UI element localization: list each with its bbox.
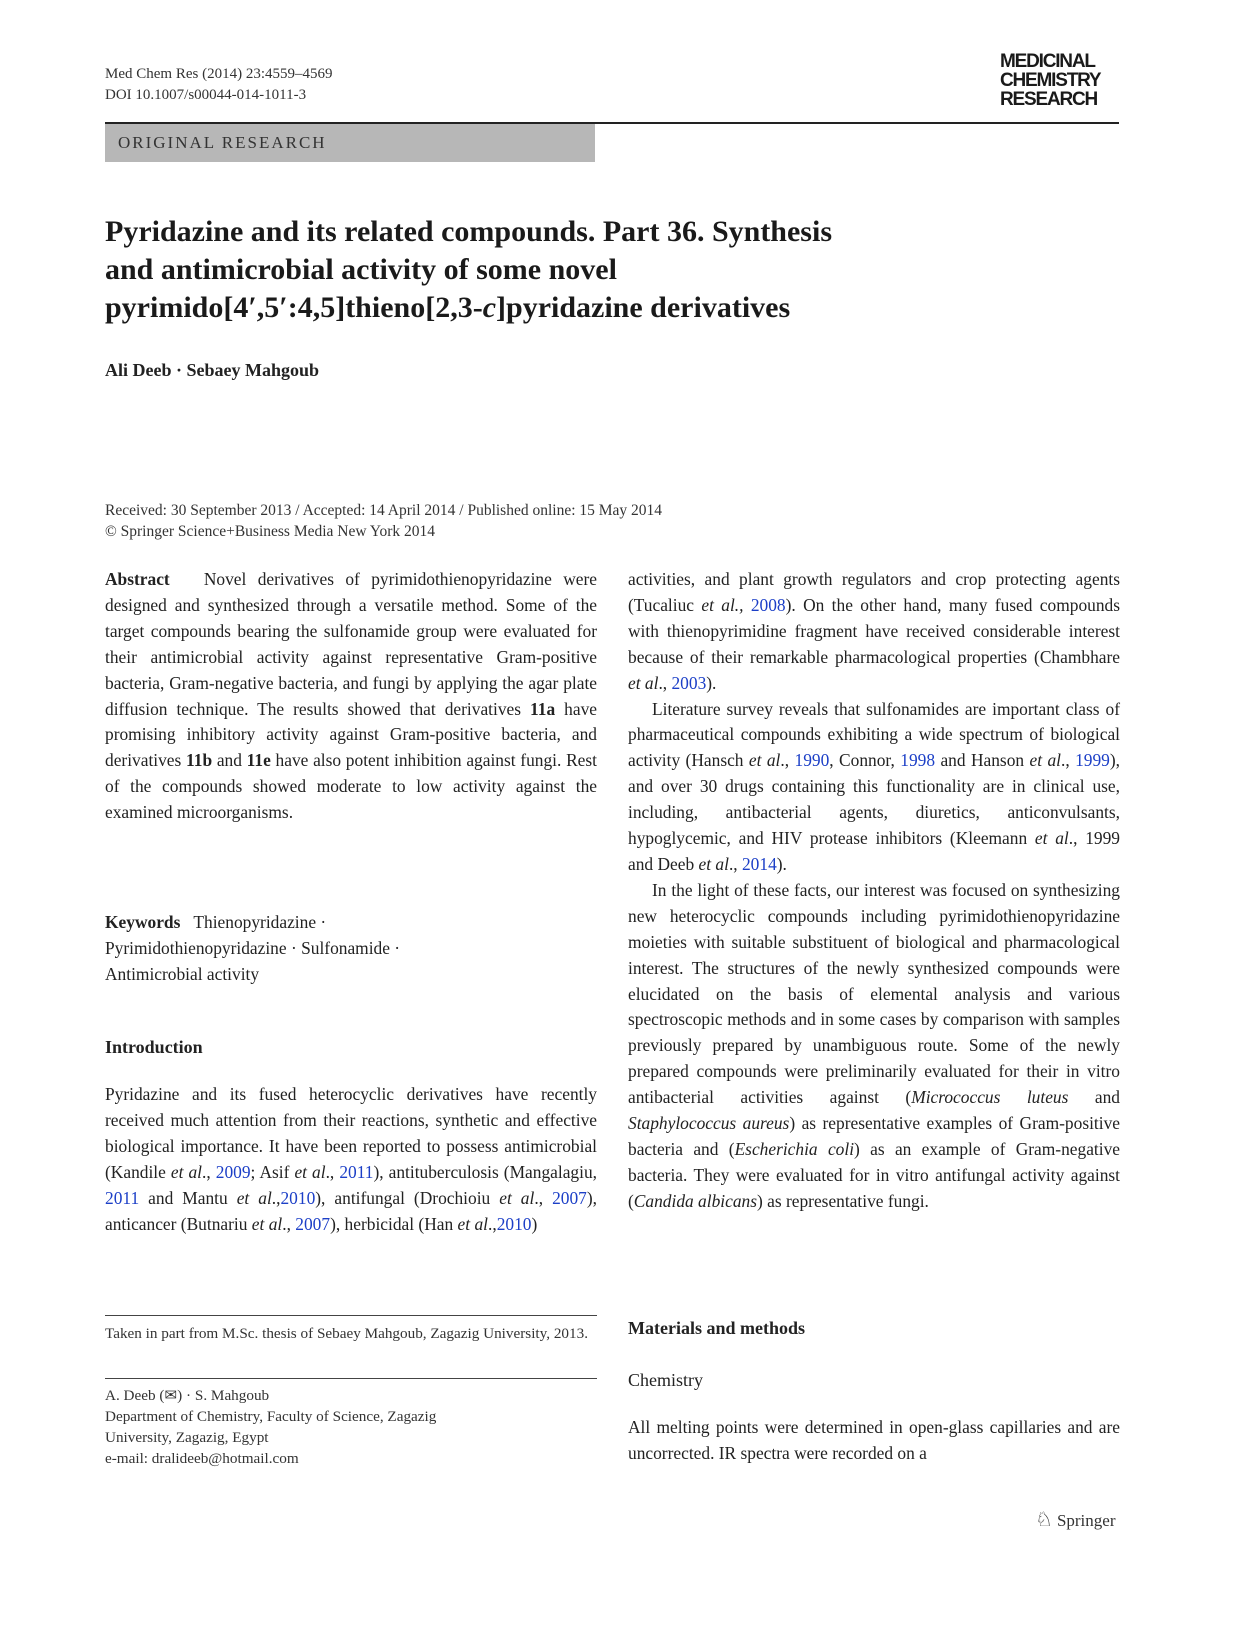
introduction-heading: Introduction — [105, 1037, 203, 1057]
copyright: © Springer Science+Business Media New York 2014 — [105, 523, 436, 540]
citation-link[interactable]: 2007 — [552, 1187, 587, 1208]
history-dates: Received: 30 September 2013 / Accepted: 14 April 2014 / Published online: 15 May 2014 — [105, 502, 663, 519]
affiliation — [105, 1385, 597, 1469]
doi-line: DOI 10.1007/s00044-014-1011-3 — [105, 87, 307, 103]
title-line-3: pyrimido[4′,5′:4,5]thieno[2,3-c]pyridazine derivatives — [105, 291, 791, 324]
citation-link[interactable]: 2010 — [280, 1187, 316, 1208]
footnote-rule — [105, 1315, 597, 1316]
journal-citation — [105, 64, 332, 106]
logo-line-1: MEDICINAL — [1000, 51, 1095, 72]
citation-link[interactable]: 2008 — [750, 594, 786, 615]
citation-link[interactable]: 2011 — [105, 1187, 140, 1208]
section-band: ORIGINAL RESEARCH — [105, 124, 595, 162]
methods-text: All melting points were determined in open-glass capillaries and are uncorrected. IR spectra were recorded on a — [628, 1417, 1120, 1463]
affiliation-university: University, Zagazig, Egypt — [105, 1429, 269, 1446]
citation-link[interactable]: 2010 — [496, 1213, 532, 1234]
logo-line-3: RESEARCH — [1000, 89, 1098, 110]
methods-heading: Materials and methods — [628, 1318, 805, 1338]
title-line-2: and antimicrobial activity of some novel — [105, 253, 617, 286]
citation-link[interactable]: 2011 — [339, 1161, 374, 1182]
title-line-1: Pyridazine and its related compounds. Part 36. Synthesis — [105, 215, 832, 248]
citation-link[interactable]: 1990 — [794, 750, 830, 771]
citation-link[interactable]: 2003 — [671, 672, 707, 693]
keywords-label: Keywords — [105, 912, 181, 932]
affiliation-department: Department of Chemistry, Faculty of Science, Zagazig — [105, 1408, 437, 1425]
authors: Ali Deeb · Sebaey Mahgoub — [105, 360, 320, 380]
corresponding-email: e-mail: dralideeb@hotmail.com — [105, 1450, 299, 1467]
journal-logo — [1000, 52, 1120, 109]
abstract-label: Abstract — [105, 569, 170, 589]
citation-link[interactable]: 2007 — [295, 1213, 331, 1234]
citation-link[interactable]: 2009 — [215, 1161, 251, 1182]
citation-link[interactable]: 2014 — [741, 853, 777, 874]
thesis-footnote: Taken in part from M.Sc. thesis of Sebaey Mahgoub, Zagazig University, 2013. — [105, 1325, 589, 1342]
citation-link[interactable]: 1999 — [1075, 750, 1110, 771]
keywords: Keywords Thienopyridazine · Pyrimidothienopyridazine · Sulfonamide · Antimicrobial activity — [105, 912, 401, 984]
abstract: Abstract Novel derivatives of pyrimidothienopyridazine were designed and synthesized through a versatile method. Some of the target compounds bearing the sulfonamide group were evaluated for their antimicrobial activity against representative Gram-positive bacteria, Gram-negative bacteria, and fungi by applying the agar plate diffusion technique. The results showed that derivatives 11a have promising inhibitory activity against Gram-positive bacteria, and derivatives 11b and 11e have also potent inhibition against fungi. Rest of the compounds showed moderate to low activity against the examined microorganisms. — [105, 569, 597, 823]
article-title — [105, 213, 965, 327]
publisher-name: Springer — [1056, 1511, 1116, 1530]
chemistry-subheading: Chemistry — [628, 1370, 703, 1390]
journal-volume-line: Med Chem Res (2014) 23:4559–4569 — [105, 66, 333, 82]
affiliation-rule — [105, 1378, 597, 1379]
citation-link[interactable]: 1998 — [900, 750, 936, 771]
publisher-logo — [1035, 1507, 1115, 1532]
article-dates — [105, 500, 662, 542]
introduction-text: Pyridazine and its fused heterocyclic derivatives have recently received much attention from their reactions, synthetic and effective biological importance. It have been reported to possess antimicrobial (Kandile et al., 2009; Asif et al., 2011), antituberculosis (Mangalagiu, 2011 and Mantu et al.,2010), antifungal (Drochioiu et al., 2007), anticancer (Butnariu et al., 2007), herbicidal (Han et al.,2010) — [105, 1084, 597, 1234]
affiliation-authors: A. Deeb (✉) · S. Mahgoub — [105, 1387, 270, 1404]
logo-line-2: CHEMISTRY — [1000, 70, 1101, 91]
right-column-text: activities, and plant growth regulators and crop protecting agents (Tucaliuc et al., 2008). On the other hand, many fused compounds with thienopyrimidine fragment have received considerable interest because of their remarkable pharmacological properties (Chambhare et al., 2003). Literature survey reveals that sulfonamides are important class of pharmaceutical compounds exhibiting a wide spectrum of biological activity (Hansch et al., 1990, Connor, 1998 and Hanson et al., 1999), and over 30 drugs containing this functionality are in clinical use, including, antibacterial agents, diuretics, anticonvulsants, hypoglycemic, and HIV protease inhibitors (Kleemann et al., 1999 and Deeb et al., 2014). In the light of these facts, our interest was focused on synthesizing new heterocyclic compounds including pyrimidothienopyridazine moieties with suitable substituent of biological and pharmacological interest. The structures of the newly synthesized compounds were elucidated on the basis of elemental analysis and various spectroscopic methods and in some cases by comparison with samples previously prepared by unambiguous route. Some of the newly prepared compounds were preliminarily evaluated for their in vitro antibacterial activities against (Micrococcus luteus and Staphylococcus aureus) as representative examples of Gram-positive bacteria and (Escherichia coli) as an example of Gram-negative bacteria. They were evaluated for in vitro antifungal activity against (Candida albicans) as representative fungi. — [628, 569, 1121, 1211]
springer-horse-icon: ♘ — [1035, 1509, 1053, 1531]
